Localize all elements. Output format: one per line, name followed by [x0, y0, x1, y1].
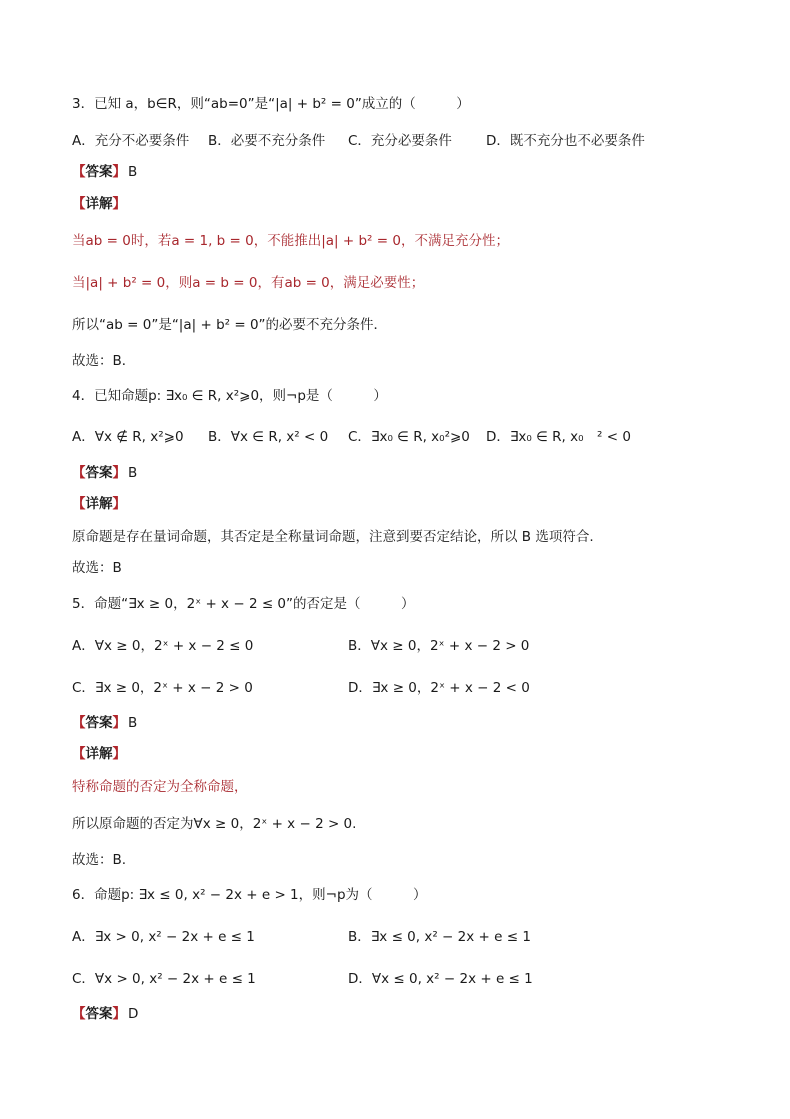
q4-detail-tag: 【详解】 — [72, 496, 126, 512]
q6-option-b: B．∃x ≤ 0, x² − 2x + e ≤ 1 — [348, 929, 531, 945]
q6-option-c: C．∀x > 0, x² − 2x + e ≤ 1 — [72, 971, 256, 987]
q4-detail-line-1: 原命题是存在量词命题，其否定是全称量词命题，注意到要否定结论，所以 B 选项符合. — [72, 529, 594, 545]
q3-detail-tag: 【详解】 — [72, 196, 126, 212]
q3-detail-line-2: 当|a| + b² = 0，则a = b = 0，有ab = 0，满足必要性； — [72, 275, 425, 291]
q4-stem: 4．已知命题p: ∃x₀ ∈ R, x²⩾0，则¬p是（ ） — [72, 388, 387, 404]
q6-stem: 6．命题p: ∃x ≤ 0, x² − 2x + e > 1，则¬p为（ ） — [72, 887, 427, 903]
q4-answer: 【答案】 B — [72, 465, 138, 481]
q4-option-c: C．∃x₀ ∈ R, x₀²⩾0 — [348, 429, 470, 445]
q6-answer: 【答案】 D — [72, 1006, 139, 1022]
q5-option-d: D．∃x ≥ 0，2ˣ + x − 2 < 0 — [348, 680, 530, 696]
q3-stem: 3．已知 a，b∈R，则“ab=0”是“|a| + b² = 0”成立的（ ） — [72, 96, 470, 112]
q4-conclusion: 故选：B — [72, 560, 122, 576]
q4-option-b: B．∀x ∈ R, x² < 0 — [208, 429, 329, 445]
q3-option-a: A．充分不必要条件 — [72, 133, 190, 149]
q3-option-d: D．既不充分也不必要条件 — [486, 133, 645, 149]
q5-option-c: C．∃x ≥ 0，2ˣ + x − 2 > 0 — [72, 680, 253, 696]
q5-detail-line-2: 所以原命题的否定为∀x ≥ 0，2ˣ + x − 2 > 0. — [72, 816, 357, 832]
q3-detail-line-1: 当ab = 0时，若a = 1, b = 0，不能推出|a| + b² = 0，不满足充分性； — [72, 233, 509, 249]
q5-option-b: B．∀x ≥ 0，2ˣ + x − 2 > 0 — [348, 638, 530, 654]
q5-detail-line-1: 特称命题的否定为全称命题， — [72, 779, 248, 795]
q3-detail-line-3: 所以“ab = 0”是“|a| + b² = 0”的必要不充分条件． — [72, 317, 388, 333]
q5-option-a: A．∀x ≥ 0，2ˣ + x − 2 ≤ 0 — [72, 638, 254, 654]
q4-option-d: D．∃x₀ ∈ R, x₀ ² < 0 — [486, 429, 631, 445]
q3-answer: 【答案】 B — [72, 164, 138, 180]
q4-option-a: A．∀x ∉ R, x²⩾0 — [72, 429, 184, 445]
q6-option-d: D．∀x ≤ 0, x² − 2x + e ≤ 1 — [348, 971, 533, 987]
q5-conclusion: 故选：B. — [72, 852, 127, 868]
q3-option-b: B．必要不充分条件 — [208, 133, 326, 149]
q3-conclusion: 故选：B． — [72, 353, 136, 369]
q5-detail-tag: 【详解】 — [72, 746, 126, 762]
q5-answer: 【答案】 B — [72, 715, 138, 731]
q3-option-c: C．充分必要条件 — [348, 133, 452, 149]
q5-stem: 5．命题“∃x ≥ 0，2ˣ + x − 2 ≤ 0”的否定是（ ） — [72, 596, 415, 612]
q6-option-a: A．∃x > 0, x² − 2x + e ≤ 1 — [72, 929, 255, 945]
